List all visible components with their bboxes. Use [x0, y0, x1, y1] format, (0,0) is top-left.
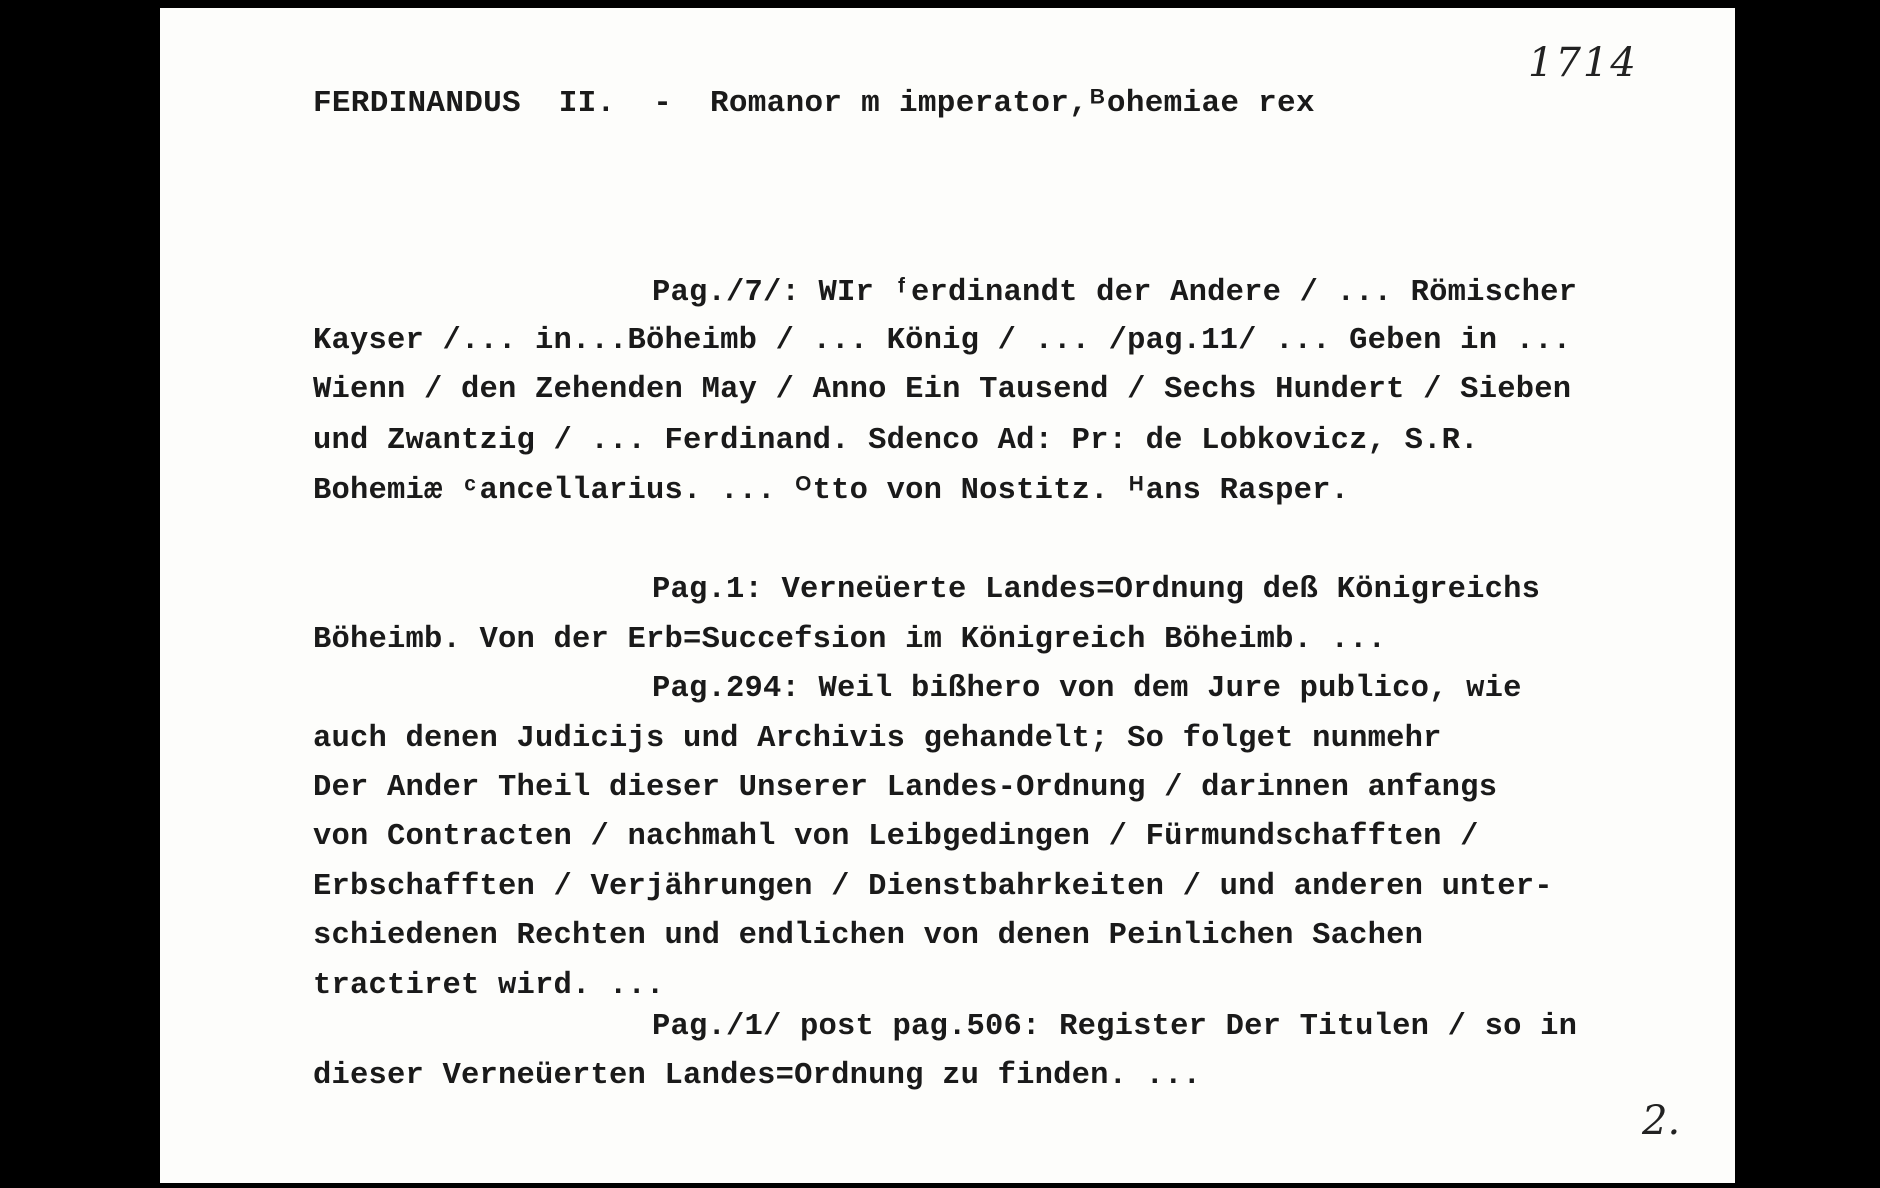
- text-line-14: tractiret wird. ...: [313, 969, 665, 1003]
- text-line-7: Böheimb. Von der Erb=Succefsion im Königreich Böheimb. ...: [313, 623, 1387, 657]
- text-line-15: Pag./1/ post pag.506: Register Der Titulen / so in: [652, 1010, 1578, 1044]
- text-line-9: auch denen Judicijs und Archivis gehandelt; So folget nunmehr: [313, 722, 1442, 756]
- text-line-4: und Zwantzig / ... Ferdinand. Sdenco Ad: Pr: de Lobkovicz, S.R.: [313, 424, 1479, 458]
- text-line-5: Bohemiæ ᶜancellarius. ... ᴼtto von Nostitz. ᴴans Rasper.: [313, 474, 1350, 508]
- card-heading: FERDINANDUS II. - Romanor m imperator,ᴮohemiae rex: [313, 86, 1315, 121]
- text-line-16: dieser Verneüerten Landes=Ordnung zu finden. ...: [313, 1059, 1202, 1093]
- text-line-12: Erbschafften / Verjährungen / Dienstbahrkeiten / und anderen unter-: [313, 870, 1553, 904]
- text-line-10: Der Ander Theil dieser Unserer Landes-Ordnung / darinnen anfangs: [313, 771, 1498, 805]
- text-line-1: Pag./7/: WIr ᶠerdinandt der Andere / ... Römischer: [652, 276, 1578, 310]
- handwritten-reference-number: 1714: [1528, 40, 1638, 86]
- text-line-8: Pag.294: Weil bißhero von dem Jure publico, wie: [652, 672, 1522, 706]
- text-line-3: Wienn / den Zehenden May / Anno Ein Tausend / Sechs Hundert / Sieben: [313, 373, 1572, 407]
- handwritten-page-number: 2.: [1642, 1098, 1681, 1144]
- text-line-6: Pag.1: Verneüerte Landes=Ordnung deß Königreichs: [652, 573, 1541, 607]
- text-line-13: schiedenen Rechten und endlichen von denen Peinlichen Sachen: [313, 919, 1424, 953]
- text-line-11: von Contracten / nachmahl von Leibgedingen / Fürmundschafften /: [313, 820, 1479, 854]
- text-line-2: Kayser /... in...Böheimb / ... König / ... /pag.11/ ... Geben in ...: [313, 324, 1572, 358]
